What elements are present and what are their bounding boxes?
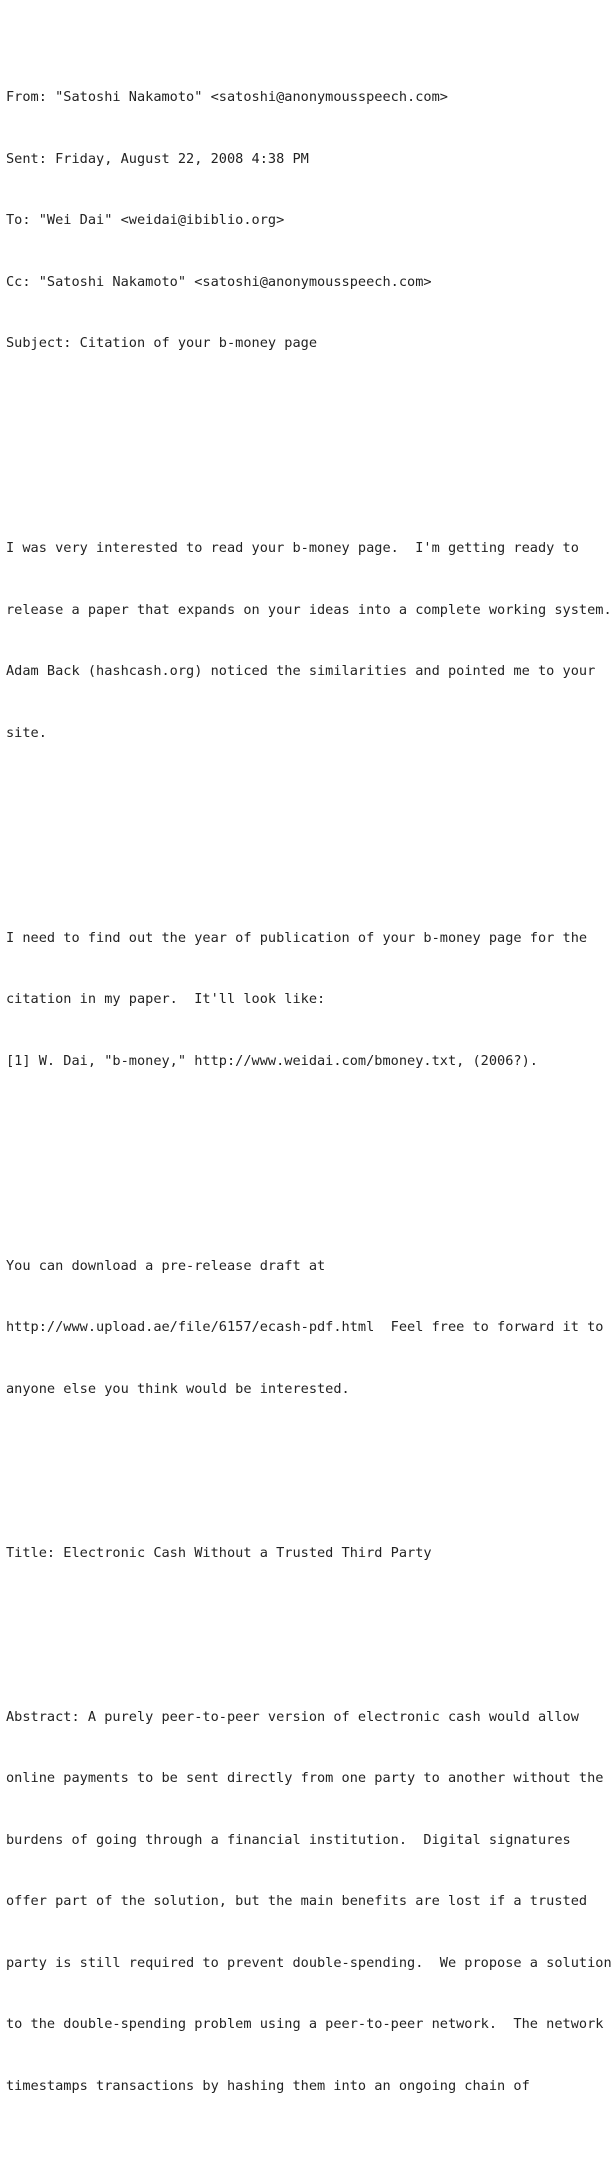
blank-line bbox=[6, 436, 598, 457]
body-paragraph-1 bbox=[6, 497, 612, 784]
blank-line bbox=[6, 1153, 598, 1174]
download-link-line: http://www.upload.ae/file/6157/ecash-pdf.html Feel free to forward it to bbox=[6, 1319, 604, 1335]
abstract-paragraph bbox=[6, 1666, 612, 2138]
body-line: anyone else you think would be interested. bbox=[6, 1380, 350, 1397]
body-paragraph-3 bbox=[6, 1215, 604, 1441]
email-message bbox=[6, 5, 612, 2158]
abstract-line: party is still required to prevent double-spending. We propose a solution bbox=[6, 1954, 612, 1971]
citation-line: [1] W. Dai, "b-money," http://www.weidai.com/bmoney.txt, (2006?). bbox=[6, 1052, 538, 1069]
header-sent: Sent: Friday, August 22, 2008 4:38 PM bbox=[6, 150, 309, 167]
body-line: You can download a pre-release draft at bbox=[6, 1257, 326, 1274]
body-line: release a paper that expands on your ideas into a complete working system. bbox=[6, 601, 612, 618]
body-line: I was very interested to read your b-money page. I'm getting ready to bbox=[6, 540, 579, 556]
header-to: To: "Wei Dai" <weidai@ibiblio.org> bbox=[6, 212, 285, 228]
abstract-line: Abstract: A purely peer-to-peer version of electronic cash would allow bbox=[6, 1708, 579, 1725]
header-cc: Cc: "Satoshi Nakamoto" <satoshi@anonymousspeech.com> bbox=[6, 273, 432, 290]
body-paragraph-2 bbox=[6, 887, 598, 1113]
header-from: From: "Satoshi Nakamoto" <satoshi@anonymousspeech.com> bbox=[6, 89, 448, 105]
abstract-line: online payments to be sent directly from one party to another without the bbox=[6, 1770, 604, 1786]
abstract-line: offer part of the solution, but the main benefits are lost if a trusted bbox=[6, 1893, 588, 1909]
blank-line bbox=[6, 1481, 598, 1502]
body-line: I need to find out the year of publication of your b-money page for the bbox=[6, 929, 588, 946]
body-line: site. bbox=[6, 724, 47, 741]
blank-line bbox=[6, 825, 598, 846]
abstract-line: timestamps transactions by hashing them into an ongoing chain of bbox=[6, 2077, 530, 2094]
header-subject: Subject: Citation of your b-money page bbox=[6, 335, 317, 351]
abstract-line: to the double-spending problem using a peer-to-peer network. The network bbox=[6, 2016, 604, 2032]
email-headers bbox=[6, 46, 598, 395]
blank-line bbox=[6, 1604, 598, 1625]
body-line: citation in my paper. It'll look like: bbox=[6, 991, 326, 1007]
abstract-line: burdens of going through a financial institution. Digital signatures bbox=[6, 1831, 571, 1848]
body-line: Adam Back (hashcash.org) noticed the similarities and pointed me to your bbox=[6, 663, 596, 679]
paper-title: Title: Electronic Cash Without a Trusted Third Party bbox=[6, 1544, 432, 1561]
